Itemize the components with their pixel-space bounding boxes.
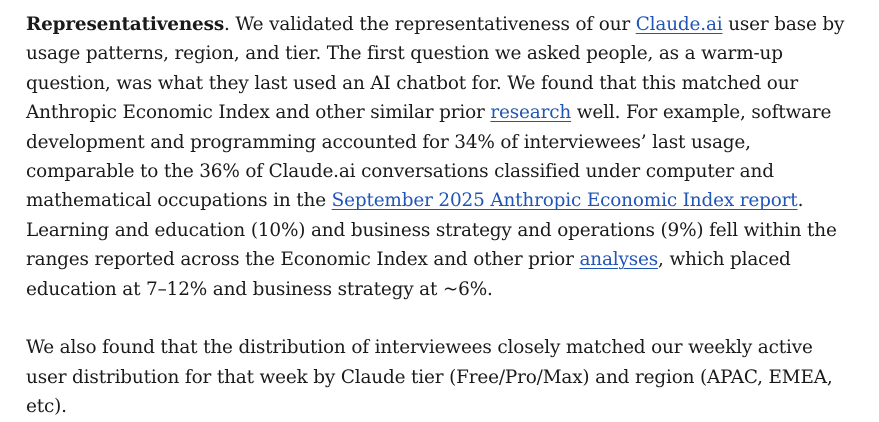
paragraph-representativeness (26, 10, 853, 304)
paragraph-text: , which placed education at 7–12% and business strategy at ~6%. (26, 249, 791, 300)
paragraph-distribution: We also found that the distribution of interviewees closely matched our weekly active user distribution for that week by Claude tier (Free/Pro/Max) and region (APAC, EMEA, etc). (26, 337, 833, 418)
analyses-link[interactable]: analyses (579, 249, 659, 271)
economic-index-report-link[interactable]: September 2025 Anthropic Economic Index report (331, 190, 798, 212)
paragraph-text: user base by usage patterns, region, and tier. The first question we asked people, as a warm-up question, was what they last used an AI chatbot for. We found that this matched our Anthropic Economic Index and other similar prior (26, 14, 845, 124)
paragraph-text: . Learning and education (10%) and business strategy and operations (9%) fell within the ranges reported across the Economic Index and other prior (26, 190, 837, 271)
paragraph-text: . We validated the representativeness of our (224, 14, 636, 35)
research-link[interactable]: research (490, 102, 572, 124)
claude-ai-link[interactable]: Claude.ai (635, 14, 723, 35)
paragraph-text: well. For example, software development and programming accounted for 34% of interviewees’ last usage, comparable to the 36% of Claude.ai conversations classified under computer and mathematical occupations in the (26, 102, 832, 212)
paragraph-heading: Representativeness (26, 14, 225, 35)
